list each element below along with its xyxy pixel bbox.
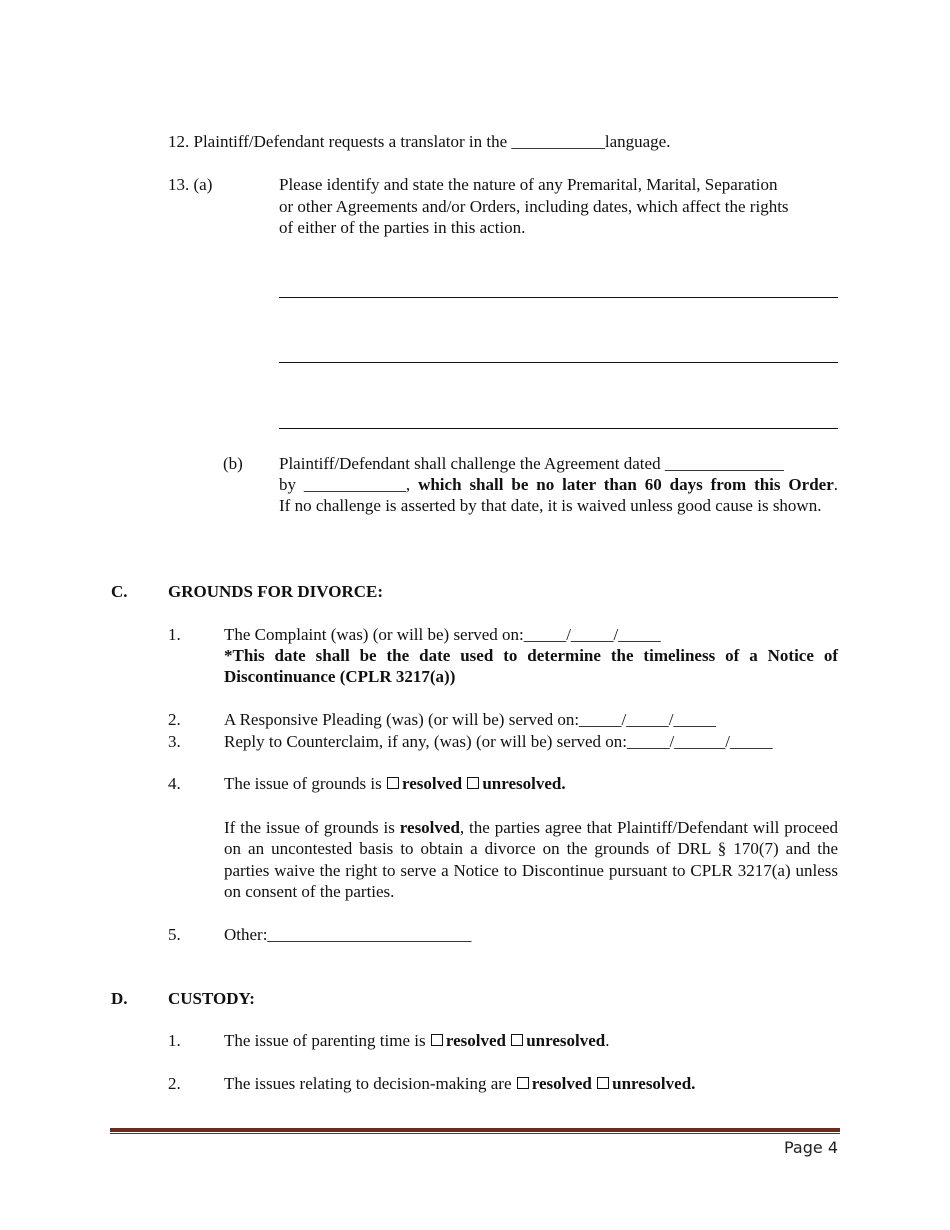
answer-line-2[interactable]: [279, 362, 838, 363]
d2-option-unresolved: unresolved.: [612, 1074, 696, 1093]
d2-text: [224, 1073, 695, 1094]
item-13b-line-2: [279, 474, 838, 495]
d2-label: The issues relating to decision-making are: [224, 1074, 516, 1093]
d1-option-resolved: resolved: [445, 1031, 506, 1050]
section-c-title: GROUNDS FOR DIVORCE:: [168, 582, 383, 601]
item-13a-line-1: Please identify and state the nature of any Premarital, Marital, Separation: [279, 175, 778, 194]
checkbox-icon[interactable]: [431, 1034, 443, 1046]
c4-label: The issue of grounds is: [224, 774, 386, 793]
item-13b-waiver: If no challenge is asserted by that date, it is waived unless good cause is shown.: [279, 496, 822, 515]
checkbox-icon[interactable]: [387, 777, 399, 789]
d1-text: [224, 1030, 610, 1051]
item-13b-deadline: which shall be no later than 60 days from this Order: [418, 475, 834, 494]
c4-paragraph-resolved: resolved: [399, 818, 460, 837]
checkbox-icon[interactable]: [597, 1077, 609, 1089]
d1-end: .: [605, 1031, 610, 1050]
item-13b-line-2-pre: by ____________,: [279, 475, 419, 494]
c3-number: 3.: [168, 732, 181, 751]
item-13b-line-2-end: .: [833, 475, 838, 494]
section-d-title: CUSTODY:: [168, 989, 255, 1008]
item-12: 12. Plaintiff/Defendant requests a translator in the ___________language.: [168, 132, 671, 151]
c1-text: The Complaint (was) (or will be) served on:_____/_____/_____: [224, 625, 661, 644]
footer-rule-thick: [110, 1128, 840, 1132]
footer-rule-thin: [110, 1133, 840, 1134]
c1-note: *This date shall be the date used to determine the timeliness of a Notice of Discontinuance (CPLR 3217(a)): [224, 646, 838, 687]
c4-option-resolved: resolved: [401, 774, 463, 793]
c4-paragraph-pre: If the issue of grounds is: [224, 818, 400, 837]
item-13a-line-2: or other Agreements and/or Orders, including dates, which affect the rights: [279, 197, 789, 216]
c2-text: A Responsive Pleading (was) (or will be) served on:_____/_____/_____: [224, 710, 716, 729]
d2-number: 2.: [168, 1074, 181, 1093]
item-13b-line-1: Plaintiff/Defendant shall challenge the Agreement dated ______________: [279, 454, 784, 473]
section-c-letter: C.: [111, 582, 128, 601]
checkbox-icon[interactable]: [511, 1034, 523, 1046]
item-13-number: 13. (a): [168, 175, 213, 194]
checkbox-icon[interactable]: [517, 1077, 529, 1089]
c4-paragraph: [224, 817, 838, 902]
c4-option-unresolved: unresolved.: [482, 774, 566, 793]
answer-line-1[interactable]: [279, 297, 838, 298]
c4-number: 4.: [168, 774, 181, 793]
c3-text: Reply to Counterclaim, if any, (was) (or will be) served on:_____/______/_____: [224, 732, 773, 751]
c4-text: [224, 773, 566, 794]
c5-text: Other:________________________: [224, 925, 472, 944]
d2-option-resolved: resolved: [531, 1074, 592, 1093]
d1-number: 1.: [168, 1031, 181, 1050]
section-d-letter: D.: [111, 989, 128, 1008]
page-number: Page 4: [784, 1138, 838, 1157]
d1-label: The issue of parenting time is: [224, 1031, 430, 1050]
checkbox-icon[interactable]: [467, 777, 479, 789]
answer-line-3[interactable]: [279, 428, 838, 429]
d1-option-unresolved: unresolved: [526, 1031, 606, 1050]
item-13a-line-3: of either of the parties in this action.: [279, 218, 526, 237]
c4-paragraph-rest: , the parties agree that Plaintiff/Defendant will proceed on an uncontested basis to obtain a divorce on the grounds of DRL § 170(7) and the parties waive the right to serve a Notice to Discontinue pursuant to CPLR 3217(a) unless on consent of the parties.: [224, 818, 839, 901]
footer-rule: [110, 1128, 840, 1134]
c1-number: 1.: [168, 625, 181, 644]
c2-number: 2.: [168, 710, 181, 729]
c5-number: 5.: [168, 925, 181, 944]
item-13b-label: (b): [223, 454, 243, 473]
